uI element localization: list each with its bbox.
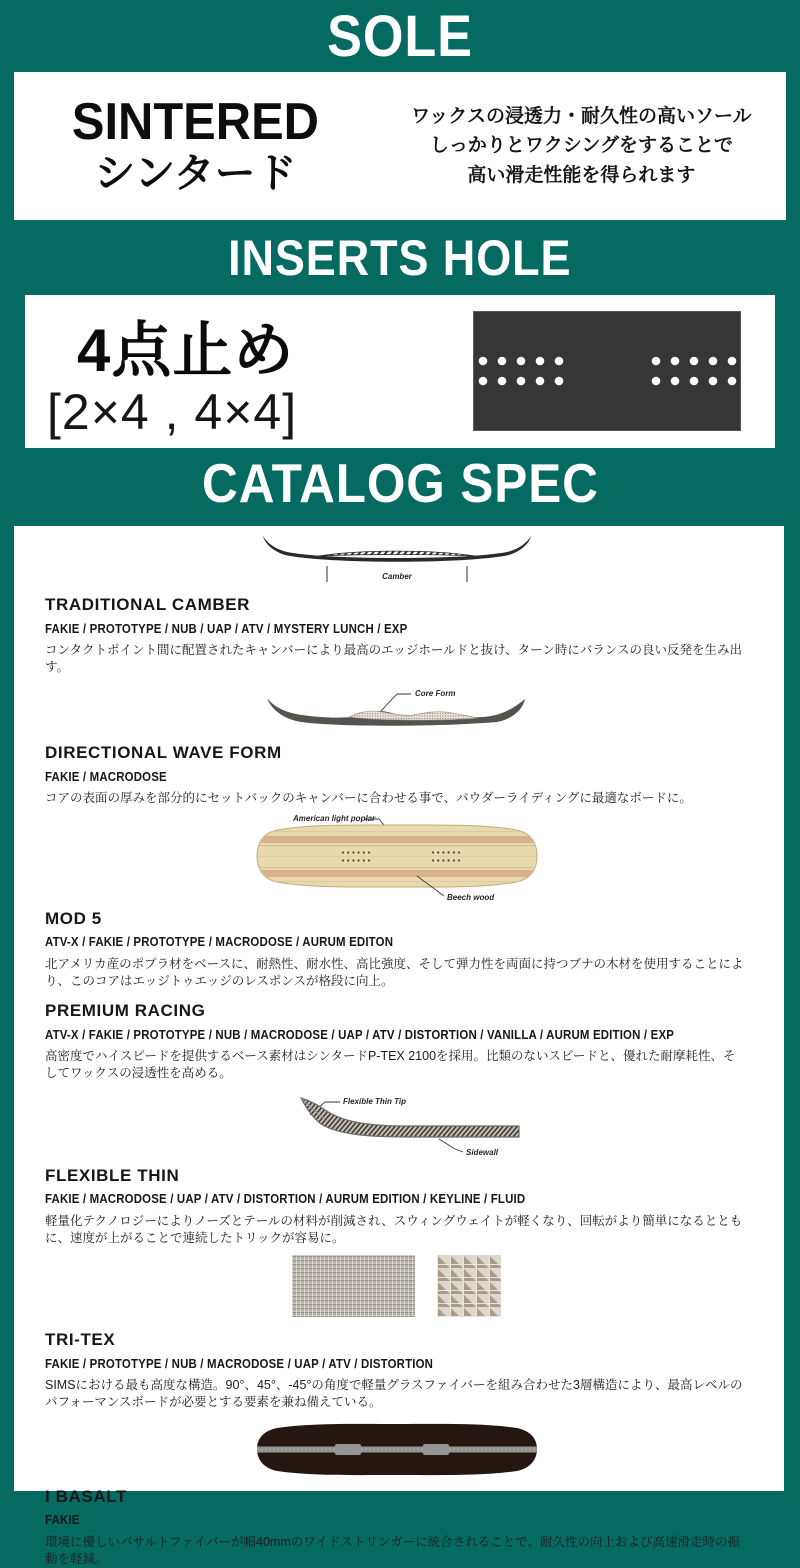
inserts-header-text: INSERTS HOLE: [228, 229, 572, 286]
spec-description: SIMSにおける最も高度な構造。90°、45°、-45°の角度で軽量グラスファイバーを組み合わせた3層構造により、最高レベルのパフォーマンスボードが必要とする要素を兼ね備えている。: [45, 1378, 743, 1410]
sintered-panel: [14, 72, 786, 220]
board-side-profile: [263, 536, 531, 562]
spec-description: コアの表面の厚みを部分的にセットバックのキャンバーに合わせる事で、パウダーライディングに最適なボードに。: [45, 791, 692, 806]
spec-mod-5: [14, 812, 784, 990]
nose-profile-shape: [301, 1098, 519, 1137]
spec-name: MOD 5: [45, 908, 102, 928]
sintered-description: [377, 102, 786, 190]
inserts-section-header: [0, 220, 800, 295]
flexible-thin-svg: [267, 1093, 527, 1159]
spec-traditional-camber: [14, 526, 784, 676]
fiberglass-weave-swatch: [292, 1255, 415, 1317]
core-form-leader-line: [379, 694, 411, 713]
spec-directional-wave-form: [14, 686, 784, 807]
inserts-panel: [25, 295, 775, 448]
spec-name: TRADITIONAL CAMBER: [45, 595, 251, 614]
sintered-title-block: [14, 92, 377, 196]
spec-name: I BASALT: [45, 1486, 127, 1506]
stringer-stitch-right: [423, 1444, 449, 1455]
sintered-desc-line-3: 高い滑走性能を得られます: [467, 164, 696, 186]
inserts-title: 4点止め: [77, 317, 295, 384]
spec-name: FLEXIBLE THIN: [45, 1165, 180, 1185]
camber-label: Camber: [381, 572, 412, 581]
basalt-stringer-diagram: [45, 1420, 748, 1480]
camber-profile-diagram: [45, 526, 748, 588]
wave-form-svg: [257, 686, 537, 736]
spec-name: DIRECTIONAL WAVE FORM: [45, 743, 282, 763]
stringer-stitch-left: [335, 1444, 361, 1455]
spec-name: PREMIUM RACING: [45, 1001, 206, 1021]
insert-plate-diagram: [473, 311, 741, 431]
spec-models: FAKIE / PROTOTYPE / NUB / MACRODOSE / UAP / ATV / DISTORTION: [45, 1355, 434, 1371]
spec-tri-tex: [14, 1255, 784, 1411]
camber-profile-svg: [257, 526, 537, 588]
spec-models: FAKIE / MACRODOSE: [45, 769, 167, 785]
spec-description: 軽量化テクノロジーによりノーズとテールの材料が削減され、スウィングウェイトが軽くなり、回転がより簡単になるとともに、速度が上がることで連続したトリックが容易に。: [45, 1213, 743, 1245]
catalog-section-header: [0, 448, 800, 518]
sidewall-label: Sidewall: [465, 1147, 498, 1157]
board-wave-profile: [267, 698, 525, 726]
sintered-title-en: SINTERED: [71, 92, 319, 151]
spec-description: 環境に優しいバサルトファイバーが幅40mmのワイドストリンガーに統合されることで、耐久性の向上および高速滑走時の振動を軽減。: [45, 1534, 740, 1566]
mod5-core-diagram: [45, 812, 748, 902]
flexible-thin-diagram: [45, 1093, 748, 1159]
catalog-header-text: CATALOG SPEC: [201, 452, 599, 514]
catalog-panel: [14, 526, 784, 1566]
inserts-pattern: [2×4 , 4×4]: [47, 384, 298, 440]
camber-hatch-zone: [319, 551, 475, 556]
spec-flexible-thin: [14, 1093, 784, 1247]
spec-models: FAKIE / PROTOTYPE / NUB / UAP / ATV / MYSTERY LUNCH / EXP: [45, 620, 408, 636]
sole-header-text: SOLE: [327, 3, 473, 69]
wave-form-diagram: [45, 686, 748, 736]
spec-models: ATV-X / FAKIE / PROTOTYPE / NUB / MACRODOSE / UAP / ATV / DISTORTION / VANILLA / AURUM EDITION / EXP: [45, 1026, 675, 1042]
poplar-label: American light poplar: [292, 813, 375, 823]
wood-stripes: [247, 831, 547, 882]
mod5-core-svg: [247, 812, 547, 902]
triaxial-pattern-swatch: [437, 1255, 501, 1317]
spec-models: ATV-X / FAKIE / PROTOTYPE / MACRODOSE / AURUM EDITON: [45, 934, 394, 950]
spec-description: 高密度でハイスピードを提供するベース素材はシンタードP-TEX 2100を採用。比類のないスピードと、優れた耐摩耗性、そしてワックスの浸透性を高める。: [45, 1049, 736, 1081]
spec-premium-racing: [14, 1002, 784, 1082]
sintered-title-ja: シンタード: [94, 149, 297, 196]
beech-label: Beech wood: [446, 892, 494, 902]
spec-models: FAKIE: [45, 1512, 80, 1528]
sole-section-header: [0, 0, 800, 72]
spec-description: 北アメリカ産のポプラ材をベースに、耐熱性、耐水性、高比強度、そして弾力性を両面に持つブナの木材を使用することにより、このコアはエッジトゥエッジのレスポンスが格段に向上。: [45, 956, 744, 988]
core-form-zone: [349, 712, 479, 721]
spec-models: FAKIE / MACRODOSE / UAP / ATV / DISTORTION / AURUM EDITION / KEYLINE / FLUID: [45, 1191, 526, 1207]
spec-description: コンタクトポイント間に配置されたキャンバーにより最高のエッジホールドと抜け、ターン時にバランスの良い反発を生み出す。: [45, 642, 743, 675]
basalt-board-svg: [247, 1420, 547, 1480]
spec-name: TRI-TEX: [45, 1330, 116, 1350]
core-form-label: Core Form: [414, 689, 455, 699]
insert-holes-image: [473, 311, 741, 431]
tri-tex-texture-images: [45, 1255, 748, 1317]
sintered-desc-line-1: ワックスの浸透力・耐久性の高いソール: [411, 105, 752, 127]
sintered-desc-line-2: しっかりとワクシングをすることで: [429, 135, 733, 157]
spec-i-basalt: [14, 1420, 784, 1568]
sidewall-leader-line: [439, 1139, 463, 1152]
flexible-thin-tip-label: Flexible Thin Tip: [342, 1096, 406, 1106]
